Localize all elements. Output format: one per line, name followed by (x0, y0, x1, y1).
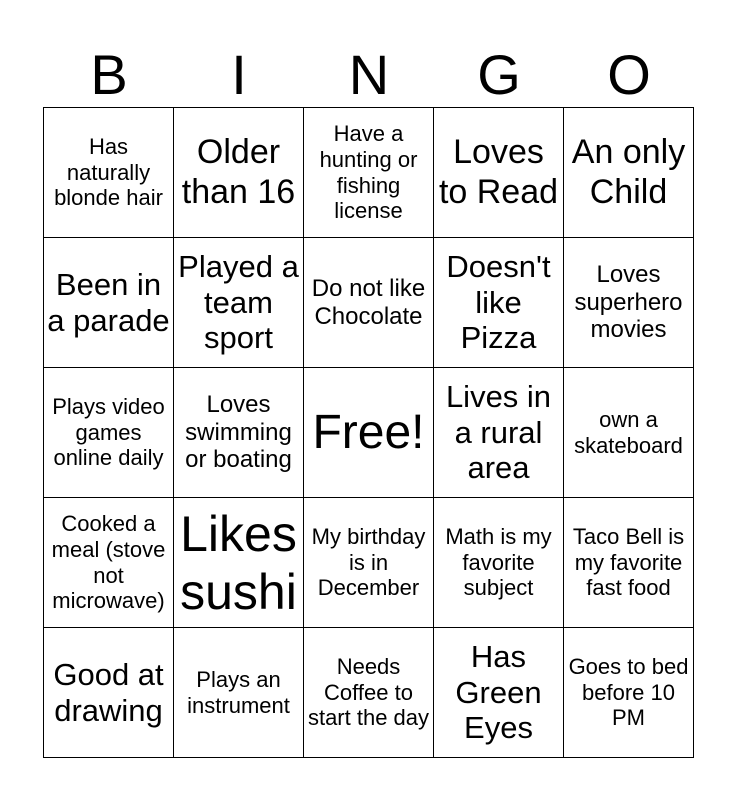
board-row (44, 238, 694, 368)
bingo-cell[interactable]: Math is my favorite subject (434, 498, 564, 628)
bingo-cell[interactable]: Plays an instrument (174, 628, 304, 758)
bingo-cell[interactable]: Plays video games online daily (44, 368, 174, 498)
bingo-cell[interactable]: Good at drawing (44, 628, 174, 758)
bingo-header (44, 40, 694, 110)
header-letter-i: I (231, 43, 247, 106)
bingo-cell[interactable]: Goes to bed before 10 PM (564, 628, 694, 758)
bingo-cell[interactable]: Has Green Eyes (434, 628, 564, 758)
bingo-cell[interactable]: Loves to Read (434, 108, 564, 238)
header-letter-g: G (477, 43, 521, 106)
free-space-cell[interactable]: Free! (304, 368, 434, 498)
bingo-cell[interactable]: Needs Coffee to start the day (304, 628, 434, 758)
bingo-cell[interactable]: Played a team sport (174, 238, 304, 368)
bingo-cell[interactable]: Older than 16 (174, 108, 304, 238)
board-row (44, 108, 694, 238)
bingo-board (43, 107, 694, 758)
bingo-cell[interactable]: Likes sushi (174, 498, 304, 628)
bingo-cell[interactable]: Loves swimming or boating (174, 368, 304, 498)
bingo-cell[interactable]: Have a hunting or fishing license (304, 108, 434, 238)
header-letter-b: B (90, 43, 128, 106)
bingo-cell[interactable]: own a skateboard (564, 368, 694, 498)
bingo-cell[interactable]: Doesn't like Pizza (434, 238, 564, 368)
bingo-cell[interactable]: Do not like Chocolate (304, 238, 434, 368)
bingo-cell[interactable]: Has naturally blonde hair (44, 108, 174, 238)
bingo-cell[interactable]: Lives in a rural area (434, 368, 564, 498)
bingo-cell[interactable]: Been in a parade (44, 238, 174, 368)
bingo-cell[interactable]: Cooked a meal (stove not microwave) (44, 498, 174, 628)
bingo-cell[interactable]: My birthday is in December (304, 498, 434, 628)
board-row (44, 498, 694, 628)
bingo-cell[interactable]: An only Child (564, 108, 694, 238)
board-row (44, 628, 694, 758)
bingo-cell[interactable]: Loves superhero movies (564, 238, 694, 368)
bingo-cell[interactable]: Taco Bell is my favorite fast food (564, 498, 694, 628)
header-letter-n: N (348, 43, 390, 106)
board-row (44, 368, 694, 498)
header-letter-o: O (607, 43, 651, 106)
